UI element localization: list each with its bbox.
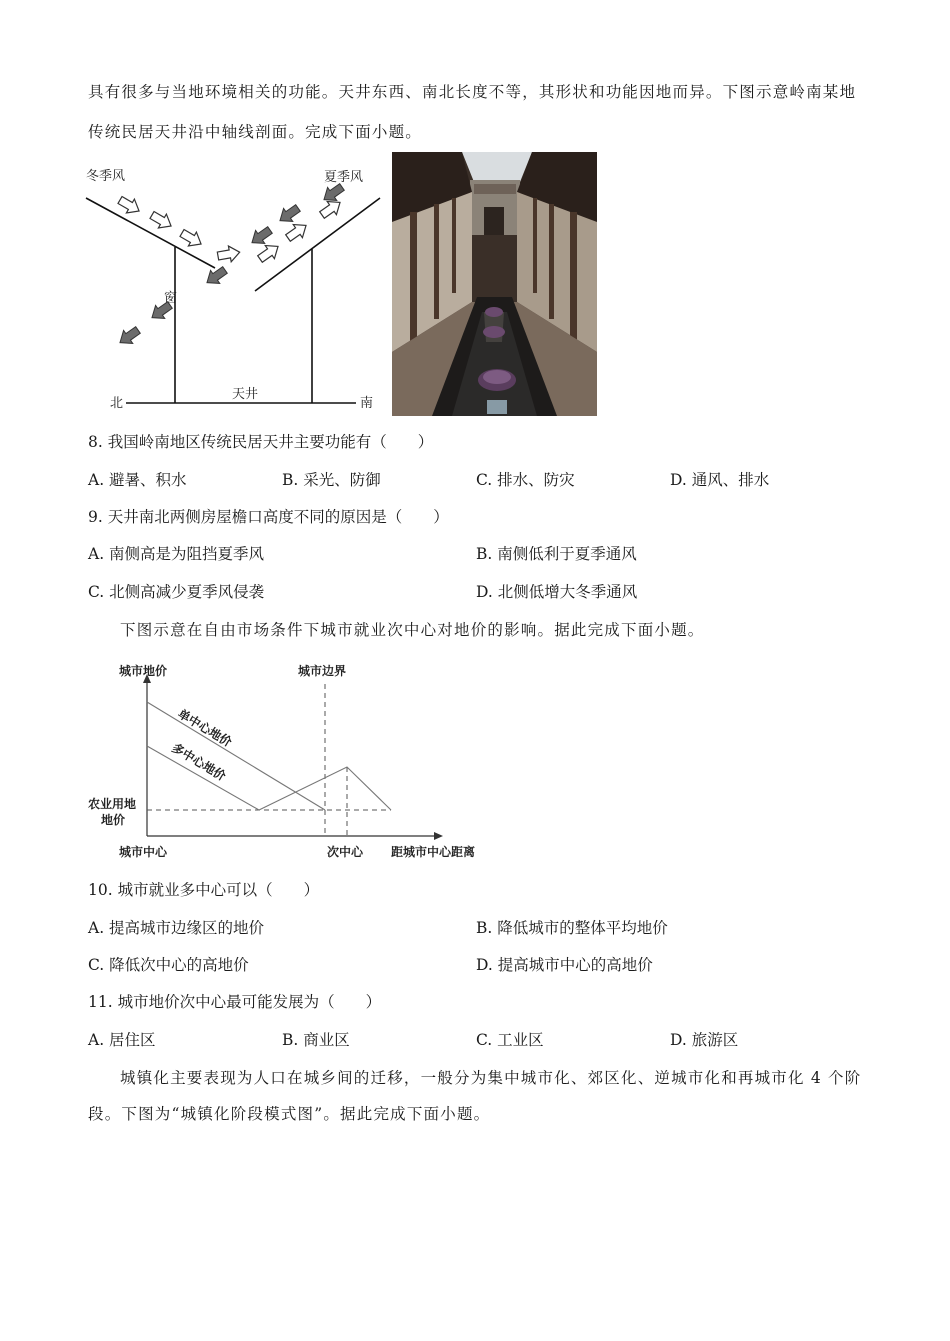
q11-option-a[interactable]: A. 居住区 — [88, 1031, 156, 1049]
q8-option-d[interactable]: D. 通风、排水 — [670, 471, 770, 489]
question-10-stem: 10. 城市就业多中心可以（ ） — [88, 881, 320, 899]
question-11-stem: 11. 城市地价次中心最可能发展为（ ） — [88, 993, 382, 1011]
x-axis-arrow-icon — [434, 832, 443, 840]
winter-wind-arrow-icon — [116, 193, 143, 218]
city-center-label: 城市中心 — [119, 845, 168, 859]
q8-option-c[interactable]: C. 排水、防灾 — [476, 471, 575, 489]
city-boundary-label: 城市边界 — [298, 664, 347, 678]
q10-option-c[interactable]: C. 降低次中心的高地价 — [88, 956, 249, 974]
q9-option-b[interactable]: B. 南侧低利于夏季通风 — [476, 545, 637, 563]
courtyard-photo — [392, 152, 597, 416]
single-center-label: 单中心地价 — [175, 706, 235, 750]
q8-option-a[interactable]: A. 避暑、积水 — [88, 471, 187, 489]
land-price-diagram — [85, 658, 505, 868]
courtyard-section-diagram — [80, 160, 385, 415]
q10-option-d[interactable]: D. 提高城市中心的高地价 — [476, 956, 653, 974]
winter-wind-arrow-icon — [217, 244, 241, 264]
y-axis-label: 城市地价 — [119, 664, 168, 678]
winter-wind-label: 冬季风 — [86, 169, 126, 184]
south-label: 南 — [360, 396, 374, 411]
q8-option-b[interactable]: B. 采光、防御 — [282, 471, 381, 489]
courtyard-label: 天井 — [232, 387, 259, 402]
question-9-stem: 9. 天井南北两侧房屋檐口高度不同的原因是（ ） — [88, 508, 449, 526]
winter-wind-arrow-icon — [148, 208, 175, 233]
north-label: 北 — [110, 396, 124, 411]
summer-wind-arrow-icon — [202, 263, 229, 289]
summer-wind-arrow-icon — [275, 201, 302, 227]
single-center-price-line — [147, 702, 325, 810]
farm-price-label-1: 农业用地 — [88, 797, 137, 811]
q9-option-a[interactable]: A. 南侧高是为阻挡夏季风 — [88, 545, 265, 563]
summer-wind-arrow-icon — [115, 323, 142, 349]
q10-option-a[interactable]: A. 提高城市边缘区的地价 — [88, 919, 265, 937]
subcenter-label: 次中心 — [327, 845, 364, 859]
multi-center-label: 多中心地价 — [169, 740, 229, 784]
q11-option-b[interactable]: B. 商业区 — [282, 1031, 350, 1049]
intro-3-line-1: 城镇化主要表现为人口在城乡间的迁移，一般分为集中城市化、郊区化、逆城市化和再城市化 4 个阶 — [120, 1069, 862, 1087]
intro-line-2: 传统民居天井沿中轴线剖面。完成下面小题。 — [88, 123, 423, 141]
question-8-stem: 8. 我国岭南地区传统民居天井主要功能有（ ） — [88, 433, 434, 451]
q11-option-d[interactable]: D. 旅游区 — [670, 1031, 739, 1049]
south-roof — [255, 198, 380, 291]
distance-label: 距城市中心距离 — [391, 845, 476, 859]
window-label: 窗 — [164, 291, 178, 306]
winter-wind-arrow-icon — [178, 226, 205, 251]
intro-2: 下图示意在自由市场条件下城市就业次中心对地价的影响。据此完成下面小题。 — [120, 621, 705, 639]
farm-price-label-2: 地价 — [101, 813, 126, 827]
q9-option-c[interactable]: C. 北侧高减少夏季风侵袭 — [88, 583, 265, 601]
q11-option-c[interactable]: C. 工业区 — [476, 1031, 544, 1049]
q10-option-b[interactable]: B. 降低城市的整体平均地价 — [476, 919, 668, 937]
q9-option-d[interactable]: D. 北侧低增大冬季通风 — [476, 583, 638, 601]
intro-line-1: 具有很多与当地环境相关的功能。天井东西、南北长度不等，其形状和功能因地而异。下图示意岭南某地 — [88, 83, 857, 101]
winter-wind-arrow-icon — [255, 240, 282, 266]
winter-wind-arrow-icon — [283, 219, 310, 245]
intro-3-line-2: 段。下图为“城镇化阶段模式图”。据此完成下面小题。 — [88, 1105, 491, 1123]
summer-wind-label: 夏季风 — [324, 170, 364, 185]
